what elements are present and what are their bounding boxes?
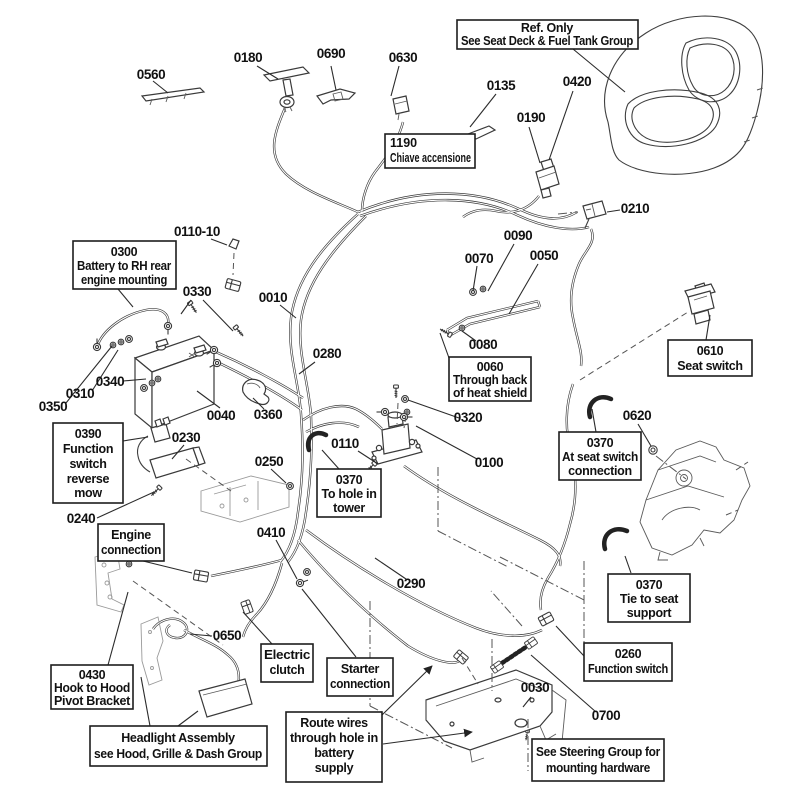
callout-0370-tower-line2: To hole in: [321, 487, 377, 501]
label-0180: 0180: [233, 50, 263, 65]
callout-0060-line2: Through back: [453, 373, 528, 387]
label-0230: 0230: [171, 430, 201, 445]
callout-0390-line4: reverse: [66, 472, 110, 486]
callout-0370-tie-line2: Tie to seat: [619, 592, 679, 606]
callout-0430-line2: Hook to Hood: [54, 681, 130, 695]
mount-bracket-0250: [201, 476, 293, 522]
callout-headlight: [90, 726, 267, 766]
label-0350: 0350: [38, 399, 68, 414]
callout-0370-tower-line3: tower: [333, 501, 365, 515]
label-0340: 0340: [95, 374, 125, 389]
label-0360: 0360: [253, 407, 283, 422]
callout-0300-line3: engine mounting: [81, 273, 167, 287]
callout-1190-key: [385, 134, 475, 168]
connector-0210: [583, 201, 606, 228]
battery-illustration: [135, 336, 214, 428]
label-0330: 0330: [182, 284, 212, 299]
top-row-parts: [142, 67, 606, 228]
callout-0390: [53, 423, 123, 503]
callout-1190-line1: 1190: [390, 136, 418, 150]
label-0320: 0320: [453, 410, 483, 425]
label-0080: 0080: [468, 337, 498, 352]
callout-0370-seat-line1: 0370: [586, 436, 614, 450]
callout-0370-tie-line3: support: [626, 606, 672, 620]
connector-0630: [393, 96, 409, 120]
callout-0610-line2: Seat switch: [677, 359, 743, 373]
callout-0060: [449, 357, 531, 401]
callout-steering-line1: See Steering Group for: [536, 745, 661, 759]
callout-0610-line1: 0610: [696, 344, 724, 358]
callout-0370-tower-line1: 0370: [335, 473, 363, 487]
callout-0300: [73, 241, 176, 289]
label-0620: 0620: [622, 408, 652, 423]
callout-electric-clutch: [261, 644, 313, 682]
label-0100: 0100: [474, 455, 504, 470]
part-number-labels: [39, 46, 651, 723]
label-0010: 0010: [258, 290, 288, 305]
label-0240: 0240: [66, 511, 96, 526]
callout-ref-only-line2: See Seat Deck & Fuel Tank Group: [461, 34, 634, 48]
callout-0370-seat-line3: connection: [568, 464, 632, 478]
seat-support-illustration: [640, 441, 750, 560]
callout-0430: [51, 665, 133, 709]
label-0250: 0250: [254, 454, 284, 469]
label-0030: 0030: [520, 680, 550, 695]
callout-route-line3: battery: [314, 746, 354, 760]
label-0650: 0650: [212, 628, 242, 643]
callout-engine-line2: connection: [101, 543, 161, 557]
callout-0060-line3: of heat shield: [453, 386, 527, 400]
callout-0370-seat-line2: At seat switch: [562, 450, 638, 464]
connector-0190-0420: [536, 159, 559, 198]
callout-starter-line1: Starter: [340, 662, 380, 676]
label-0110: 0110: [331, 436, 359, 451]
starter-solenoid: [365, 385, 422, 473]
callout-0060-line1: 0060: [476, 360, 504, 374]
callout-0370-tie: [608, 574, 690, 622]
label-0090: 0090: [503, 228, 533, 243]
callout-steering-line2: mounting hardware: [546, 761, 651, 775]
callout-1190-line2: Chiave accensione: [390, 151, 472, 165]
label-0135: 0135: [486, 78, 516, 93]
label-0700: 0700: [591, 708, 621, 723]
callout-0260-line1: 0260: [614, 647, 642, 661]
bracket-0690: [317, 89, 355, 104]
key-switch-0180: [264, 67, 309, 112]
callout-0370-tie-line1: 0370: [635, 578, 663, 592]
label-0290: 0290: [396, 576, 426, 591]
callout-route-line4: supply: [314, 761, 354, 775]
callout-route-line2: through hole in: [290, 731, 378, 745]
label-0050: 0050: [529, 248, 559, 263]
callout-0390-line5: mow: [74, 486, 102, 500]
label-0110-10: 0110-10: [174, 224, 220, 239]
label-0210: 0210: [620, 201, 650, 216]
callout-0390-line1: 0390: [74, 427, 102, 441]
label-0040: 0040: [206, 408, 236, 423]
callout-0370-seat-switch: [559, 432, 641, 480]
callout-ref-only-line1: Ref. Only: [520, 21, 574, 35]
label-0690: 0690: [316, 46, 346, 61]
callout-route-line1: Route wires: [300, 716, 368, 730]
callout-ref-only: [457, 20, 638, 49]
label-0560: 0560: [136, 67, 166, 82]
label-0190: 0190: [516, 110, 546, 125]
callout-0430-line3: Pivot Bracket: [54, 694, 132, 708]
callout-headlight-line1: Headlight Assembly: [121, 731, 235, 745]
callout-0390-line3: switch: [69, 457, 107, 471]
label-0070: 0070: [464, 251, 494, 266]
callout-clutch-line2: clutch: [269, 663, 305, 677]
callout-0370-tower: [317, 469, 381, 517]
callout-0260-line2: Function switch: [588, 662, 668, 676]
callout-clutch-line1: Electric: [264, 648, 311, 662]
seat-switch-part: [685, 283, 715, 324]
callout-0430-line1: 0430: [78, 668, 106, 682]
callout-0610: [668, 340, 752, 376]
grommet-0620: [649, 446, 657, 454]
harness-connector-0110-10: [225, 239, 241, 292]
callout-starter-line2: connection: [330, 677, 390, 691]
hood-strip-0560: [142, 88, 204, 105]
callout-0300-line1: 0300: [110, 245, 138, 259]
label-0280: 0280: [312, 346, 342, 361]
callout-0390-line2: Function: [62, 442, 114, 456]
callout-steering-group: [532, 739, 664, 781]
callout-starter-connection: [327, 658, 393, 696]
label-0410: 0410: [256, 525, 286, 540]
callout-engine-connection: [98, 524, 164, 561]
callout-0260: [584, 643, 672, 681]
heat-shield-parts: [439, 286, 486, 337]
label-0420: 0420: [562, 74, 592, 89]
callout-engine-line1: Engine: [111, 528, 151, 542]
label-0630: 0630: [388, 50, 418, 65]
callout-0300-line2: Battery to RH rear: [77, 259, 172, 273]
callout-route-wires: [286, 712, 382, 782]
label-0310: 0310: [65, 386, 95, 401]
callout-headlight-line2: see Hood, Grille & Dash Group: [94, 747, 263, 761]
